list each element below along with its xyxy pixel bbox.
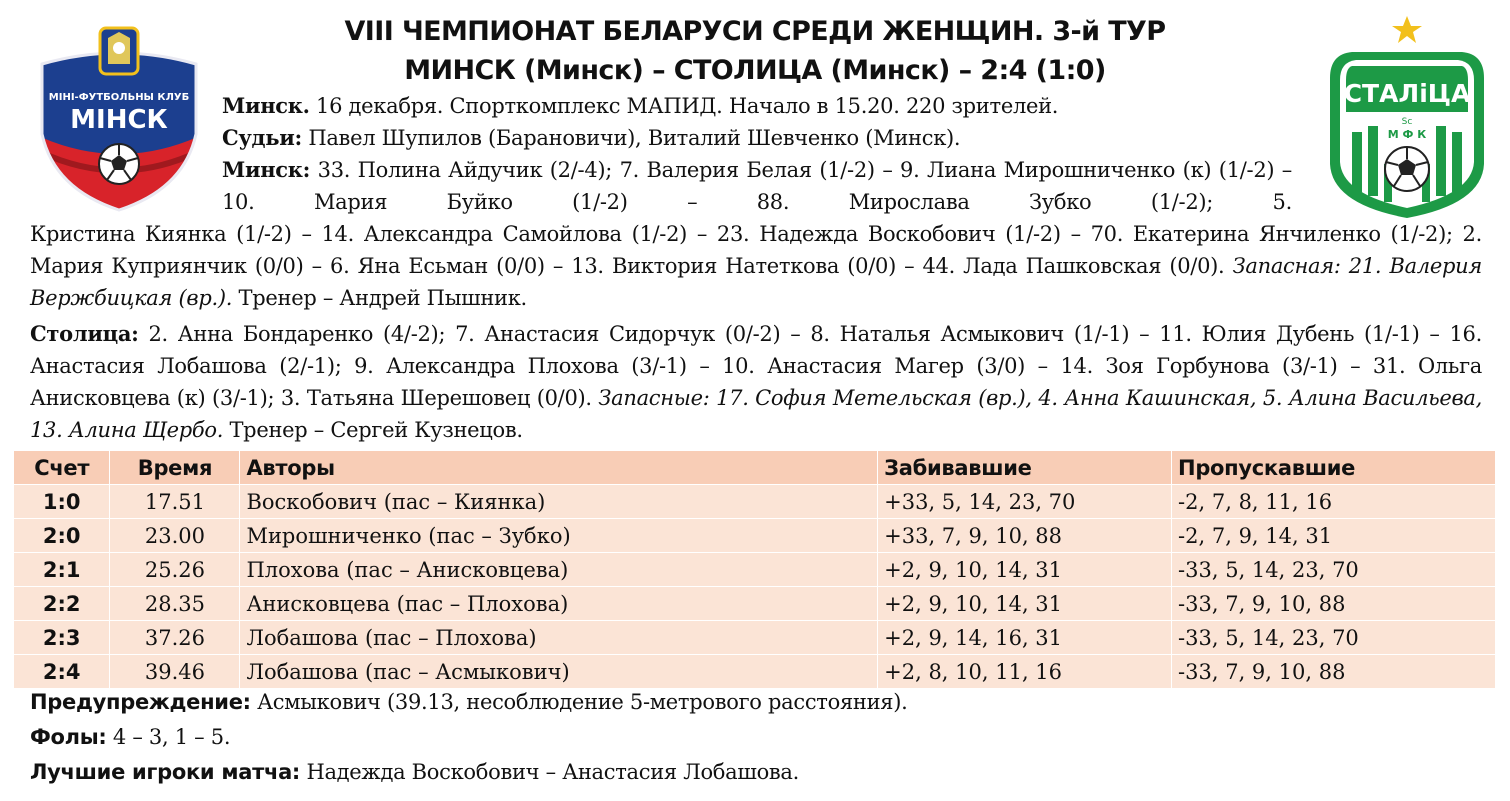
warning-label: Предупреждение:	[30, 690, 251, 714]
fouls-line	[30, 725, 230, 749]
fouls-text: 4 – 3, 1 – 5.	[112, 725, 231, 749]
goal-time: 37.26	[110, 621, 240, 655]
stolica-coach: Тренер – Сергей Кузнецов.	[229, 418, 523, 442]
match-info	[222, 90, 1302, 154]
referees-text: Павел Шупилов (Барановичи), Виталий Шевченко (Минск).	[308, 126, 961, 150]
city-text: 16 декабря. Спорткомплекс МАПИД. Начало в 15.20. 220 зрителей.	[316, 94, 1059, 118]
stolica-lineup	[30, 318, 1482, 446]
city-label: Минск.	[222, 93, 310, 118]
goals-table	[14, 451, 1496, 689]
table-row	[14, 655, 1496, 689]
goal-authors: Лобашова (пас – Асмыкович)	[240, 655, 878, 689]
table-row	[14, 587, 1496, 621]
goal-time: 23.00	[110, 519, 240, 553]
minsk-logo-name: МІНСК	[70, 105, 168, 135]
stolica-subs: Запасные: 17. София Метельская (вр.), 4. Анна Кашинская, 5. Алина Васильева, 13. Алина Щербо.	[30, 386, 1482, 442]
goal-scored: +33, 5, 14, 23, 70	[878, 485, 1172, 519]
goal-conceded: -33, 7, 9, 10, 88	[1172, 587, 1496, 621]
minsk-subs: Запасная: 21. Валерия Вержбицкая (вр.).	[30, 254, 1482, 310]
stolica-logo-name: СТАЛіЦА	[1343, 79, 1471, 108]
goal-authors: Воскобович (пас – Киянка)	[240, 485, 878, 519]
table-row	[14, 553, 1496, 587]
header-score: Счет	[14, 451, 110, 485]
minsk-coach: Тренер – Андрей Пышник.	[238, 286, 527, 310]
goal-score: 2:2	[14, 587, 110, 621]
goal-authors: Анисковцева (пас – Плохова)	[240, 587, 878, 621]
best-players-label: Лучшие игроки матча:	[30, 760, 301, 784]
goal-scored: +2, 8, 10, 11, 16	[878, 655, 1172, 689]
minsk-logo-arc-text: МІНІ-ФУТБОЛЬНЫ КЛУБ	[48, 92, 190, 103]
goal-score: 2:3	[14, 621, 110, 655]
goal-conceded: -2, 7, 8, 11, 16	[1172, 485, 1496, 519]
goal-scored: +2, 9, 10, 14, 31	[878, 553, 1172, 587]
best-players-line	[30, 760, 799, 784]
referees-label: Судьи:	[222, 125, 302, 150]
goal-scored: +2, 9, 10, 14, 31	[878, 587, 1172, 621]
fouls-label: Фолы:	[30, 725, 107, 749]
match-title: МИНСК (Минск) – СТОЛИЦА (Минск) – 2:4 (1:0)	[404, 55, 1106, 86]
goal-scored: +33, 7, 9, 10, 88	[878, 519, 1172, 553]
best-players-text: Надежда Воскобович – Анастасия Лобашова.	[306, 760, 800, 784]
table-row	[14, 621, 1496, 655]
goal-time: 17.51	[110, 485, 240, 519]
stolica-logo-sc: Sc	[1401, 117, 1413, 127]
goal-score: 2:4	[14, 655, 110, 689]
header-time: Время	[110, 451, 240, 485]
header-conceded: Пропускавшие	[1172, 451, 1496, 485]
goal-authors: Плохова (пас – Анисковцева)	[240, 553, 878, 587]
stolica-lineup-text: 2. Анна Бондаренко (4/-2); 7. Анастасия Сидорчук (0/-2) – 8. Наталья Асмыкович (1/-1) – 11. Юлия Дубень (1/-1) – 16. Анастасия Лобашова (2/-1); 9. Александра Плохова (3/-1) – 10. Анастасия Магер (3/0) – 14. Зоя Горбунова (3/-1) – 31. Ольга Анисковцева (к) (3/-1); 3. Татьяна Шерешовец (0/0).	[30, 322, 1482, 410]
goal-conceded: -33, 7, 9, 10, 88	[1172, 655, 1496, 689]
goal-authors: Мирошниченко (пас – Зубко)	[240, 519, 878, 553]
header-authors: Авторы	[240, 451, 878, 485]
warning-text: Асмыкович (39.13, несоблюдение 5-метрового расстояния).	[257, 690, 908, 714]
table-row	[14, 485, 1496, 519]
table-header-row	[14, 451, 1496, 485]
goal-authors: Лобашова (пас – Плохова)	[240, 621, 878, 655]
warning-line	[30, 690, 908, 714]
minsk-label: Минск:	[222, 157, 311, 182]
stolica-logo-mfk: М Ф К	[1387, 128, 1427, 141]
goal-scored: +2, 9, 14, 16, 31	[878, 621, 1172, 655]
goal-time: 25.26	[110, 553, 240, 587]
goal-score: 2:1	[14, 553, 110, 587]
minsk-lineup-text-b: Кристина Киянка (1/-2) – 14. Александра Самойлова (1/-2) – 23. Надежда Воскобович (1/-2) – 70. Екатерина Янчиленко (1/-2); 2. Мария Куприянчик (0/0) – 6. Яна Есьман (0/0) – 13. Виктория Натеткова (0/0) – 44. Лада Пашковская (0/0).	[30, 222, 1482, 278]
goal-conceded: -33, 5, 14, 23, 70	[1172, 621, 1496, 655]
goal-score: 1:0	[14, 485, 110, 519]
goal-time: 28.35	[110, 587, 240, 621]
star-icon	[1392, 16, 1422, 43]
header-scored: Забивавшие	[878, 451, 1172, 485]
goal-time: 39.46	[110, 655, 240, 689]
minsk-lineup	[30, 154, 1482, 314]
championship-title: VIII ЧЕМПИОНАТ БЕЛАРУСИ СРЕДИ ЖЕНЩИН. 3-й ТУР	[344, 16, 1166, 47]
goal-conceded: -2, 7, 9, 14, 31	[1172, 519, 1496, 553]
goal-score: 2:0	[14, 519, 110, 553]
table-row	[14, 519, 1496, 553]
stolica-label: Столица:	[30, 321, 139, 346]
goal-conceded: -33, 5, 14, 23, 70	[1172, 553, 1496, 587]
minsk-lineup-text-a: 33. Полина Айдучик (2/-4); 7. Валерия Белая (1/-2) – 9. Лиана Мирошниченко (к) (1/-2) – 10. Мария Буйко (1/-2) – 88. Мирослава Зубко (1/-2); 5.	[222, 158, 1292, 214]
